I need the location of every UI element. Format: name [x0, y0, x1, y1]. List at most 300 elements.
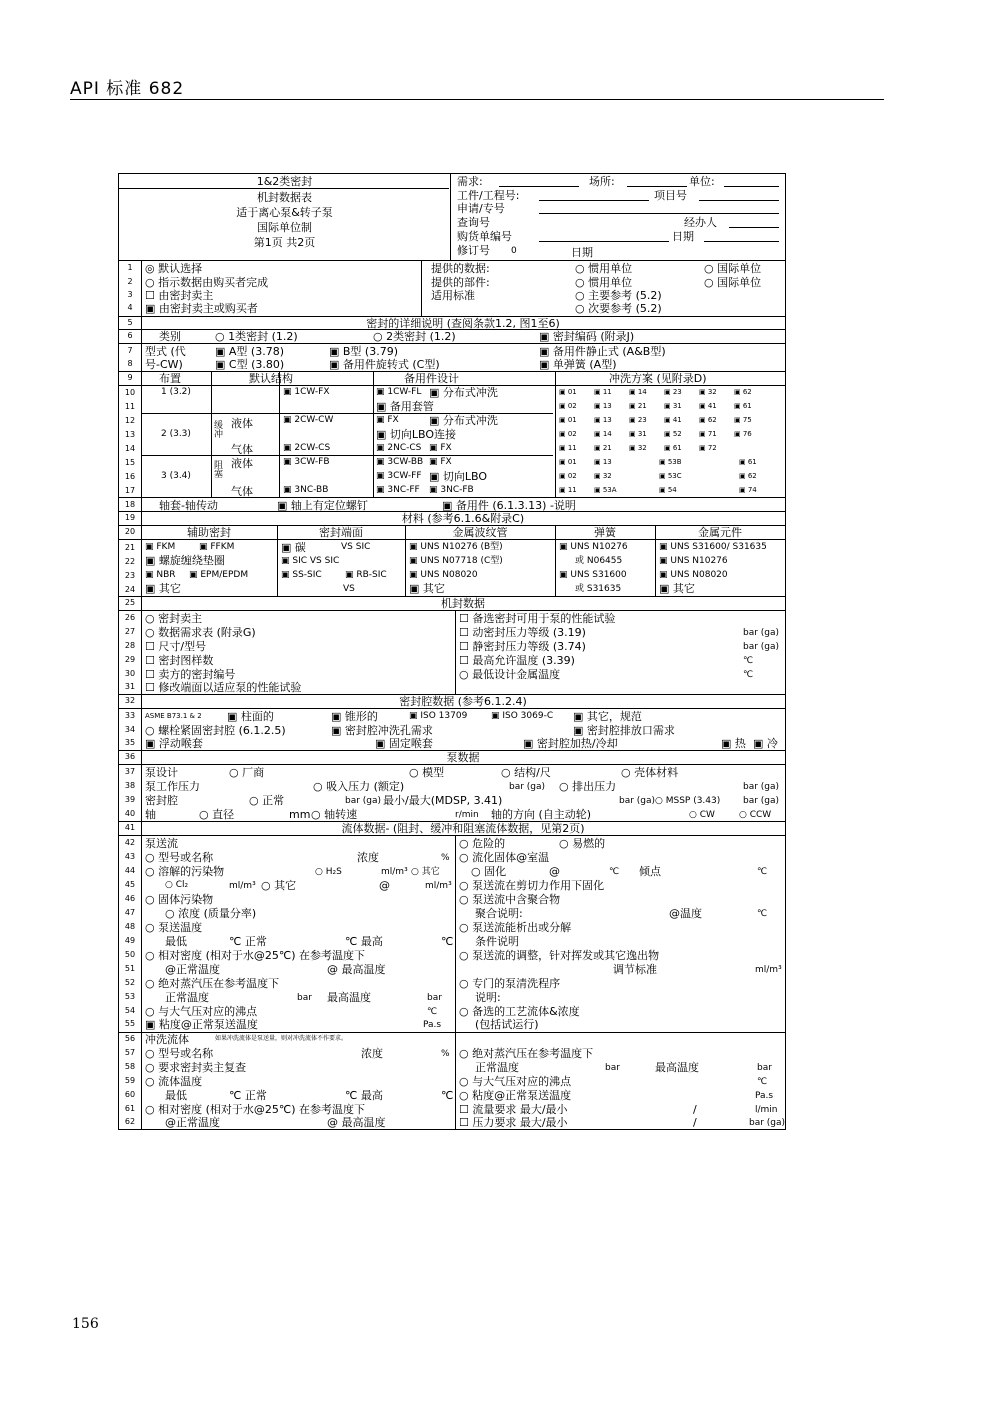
- unit-c-44b: ℃: [757, 867, 768, 877]
- asme-label: ASME B73.1 & 2: [145, 712, 202, 720]
- flush-temp-max: ℃ 最高: [345, 1089, 383, 1102]
- po-label: 购货单编号: [457, 230, 512, 243]
- at-max-temp: @ 最高温度: [327, 963, 386, 976]
- job-label: 工件/工程号:: [457, 189, 520, 202]
- opt-type-b[interactable]: ▣ B型 (3.79): [329, 346, 398, 357]
- polymer-desc: 聚合说明:: [475, 907, 523, 920]
- h2s[interactable]: ○ H₂S: [315, 868, 342, 877]
- structure-size[interactable]: ○ 结构/尺: [501, 767, 551, 778]
- unit-39a: bar (ga): [345, 796, 382, 806]
- opt-us-units[interactable]: ○ 惯用单位: [575, 263, 632, 274]
- flush-temp-min: 最低: [165, 1089, 187, 1102]
- flush-plan-61[interactable]: ▣ 61: [739, 459, 757, 466]
- hazardous[interactable]: ○ 危险的: [459, 838, 505, 849]
- apply-label: 申请/专号: [457, 202, 505, 215]
- flush-conc: 浓度: [361, 1047, 383, 1060]
- fixed-bushing[interactable]: ▣ 固定喉套: [375, 738, 433, 749]
- size-model[interactable]: ☐ 尺寸/型号: [145, 641, 206, 652]
- unit-bar-58: bar: [605, 1063, 620, 1073]
- flush-plan-71[interactable]: ▣ 71: [699, 431, 717, 438]
- row-number: 16: [124, 472, 136, 481]
- title-divider: [450, 174, 451, 260]
- opt-us-units-2[interactable]: ○ 惯用单位: [575, 277, 632, 288]
- flush-port[interactable]: ▣ 密封腔冲洗孔需求: [331, 725, 433, 736]
- opt-carbon[interactable]: ▣ 碳: [281, 542, 306, 553]
- unit-c-2: ℃: [743, 670, 754, 680]
- opt-1cw-fl[interactable]: ▣ 1CW-FL: [376, 388, 421, 397]
- opt-3cw-bb[interactable]: ▣ 3CW-BB: [376, 458, 423, 467]
- flush-plan-02[interactable]: ▣ 02: [559, 403, 577, 410]
- job-field[interactable]: [539, 200, 649, 201]
- flush-plan-14[interactable]: ▣ 14: [629, 389, 647, 396]
- opt-spring-n10276[interactable]: ▣ UNS N10276: [559, 543, 628, 552]
- boiling-point[interactable]: ○ 与大气压对应的沸点: [145, 1006, 257, 1017]
- dissolved-contaminants[interactable]: ○ 溶解的污染物: [145, 866, 224, 877]
- suction-pressure[interactable]: ○ 吸入压力 (额定): [313, 781, 404, 792]
- floating-bushing[interactable]: ▣ 浮动喉套: [145, 738, 203, 749]
- barrier-label: 阻塞: [214, 461, 224, 480]
- min-max-mdsp: 最小/最大(MDSP, 3.41): [383, 794, 503, 807]
- bolted-cavity[interactable]: ○ 螺栓紧固密封腔 (6.1.2.5): [145, 725, 286, 736]
- fluid-name[interactable]: ○ 型号或名称: [145, 852, 213, 863]
- shear-solidify[interactable]: ○ 泵送流在剪切力作用下固化: [459, 880, 604, 891]
- row-number: 9: [127, 373, 133, 382]
- unit-39c: bar (ga): [743, 796, 780, 806]
- flush-plan-41[interactable]: ▣ 41: [664, 417, 682, 424]
- row-number: 53: [124, 992, 136, 1001]
- mass-fraction[interactable]: ○ 浓度 (质量分率): [165, 908, 256, 919]
- row-number: 36: [124, 752, 136, 761]
- flush-plan-72[interactable]: ▣ 72: [699, 445, 717, 452]
- flush-plan-53A[interactable]: ▣ 53A: [594, 487, 617, 494]
- flush-plan-74[interactable]: ▣ 74: [739, 487, 757, 494]
- unit-bar-ga-1: bar (ga): [743, 628, 780, 638]
- model[interactable]: ○ 模型: [409, 767, 444, 778]
- vapor-pressure[interactable]: ○ 绝对蒸汽压在参考温度下: [145, 978, 279, 989]
- intro-row-3[interactable]: ☐ 由密封卖主: [145, 290, 213, 301]
- row-number: 4: [127, 303, 133, 312]
- opt-n08020[interactable]: ▣ UNS N08020: [409, 571, 478, 580]
- metal-parts-header: 金属元件: [698, 526, 742, 539]
- unit-field[interactable]: [724, 186, 779, 187]
- title-line-3: 适于离心泵&转子泵: [236, 206, 333, 219]
- opt-cylindrical[interactable]: ▣ 柱面的: [227, 711, 274, 722]
- row-number: 50: [124, 950, 136, 959]
- flush-temp-unit: ℃: [441, 1089, 454, 1102]
- row-number: 60: [124, 1090, 136, 1099]
- opt-ccw[interactable]: ○ CCW: [739, 811, 771, 820]
- opt-other-bellows[interactable]: ▣ 其它: [409, 583, 445, 594]
- opt-ffkm[interactable]: ▣ FFKM: [199, 543, 234, 552]
- flush-plan-62[interactable]: ▣ 62: [734, 389, 752, 396]
- opt-tapered[interactable]: ▣ 锥形的: [331, 711, 378, 722]
- seal-drawing[interactable]: ☐ 密封图样数: [145, 655, 213, 666]
- flush-plan-23[interactable]: ▣ 23: [664, 389, 682, 396]
- row-number: 27: [124, 627, 136, 636]
- flush-viscosity[interactable]: ○ 粘度@正常泵送温度: [459, 1090, 571, 1101]
- flush-plan-01[interactable]: ▣ 01: [559, 459, 577, 466]
- heating-cooling[interactable]: ▣ 密封腔加热/冷却: [523, 738, 618, 749]
- flush-plan-11[interactable]: ▣ 11: [559, 487, 577, 494]
- concentration: 浓度: [357, 851, 379, 864]
- opt-spare-desc[interactable]: ▣ 备用件 (6.1.3.13) -说明: [442, 500, 576, 511]
- opt-3nc-ff[interactable]: ▣ 3NC-FF: [376, 486, 420, 495]
- at-45: @: [379, 879, 390, 892]
- unit-c-59: ℃: [757, 1077, 768, 1087]
- opt-3cw-fb[interactable]: ▣ 3CW-FB: [283, 458, 330, 467]
- opt-metal-n10276[interactable]: ▣ UNS N10276: [659, 557, 728, 566]
- flush-plan-75[interactable]: ▣ 75: [734, 417, 752, 424]
- unit-lmin: l/min: [755, 1105, 778, 1115]
- flush-plan-23[interactable]: ▣ 23: [629, 417, 647, 424]
- flush-temp[interactable]: ○ 流体温度: [145, 1076, 202, 1087]
- row-number: 32: [124, 696, 136, 705]
- flush-plan-01[interactable]: ▣ 01: [559, 389, 577, 396]
- pressure-requirement[interactable]: ☐ 压力要求 最大/最小: [459, 1117, 568, 1128]
- flush-plan-52[interactable]: ▣ 52: [664, 431, 682, 438]
- normal[interactable]: ○ 正常: [249, 795, 284, 806]
- shaft-direction: 轴的方向 (自主动轮): [491, 808, 592, 821]
- unit-bar-53b: bar: [427, 993, 442, 1003]
- flush-plan-11[interactable]: ▣ 11: [594, 389, 612, 396]
- unit-38b: bar (ga): [743, 782, 780, 792]
- opt-iso-13709[interactable]: ▣ ISO 13709: [409, 712, 467, 721]
- opt-nbr[interactable]: ▣ NBR: [145, 571, 176, 580]
- alternate-seal-test[interactable]: ☐ 备选密封可用于泵的性能试验: [459, 613, 615, 624]
- data-requirement[interactable]: ○ 数据需求表 (附录G): [145, 627, 256, 638]
- data-provided: 提供的数据:: [431, 262, 490, 275]
- seal-vendor[interactable]: ○ 密封卖主: [145, 613, 202, 624]
- fluidized-solid[interactable]: ○ 流化固体@室温: [459, 852, 549, 863]
- row-number: 17: [124, 486, 136, 495]
- row-number: 29: [124, 655, 136, 664]
- pump-pressure: 泵工作压力: [145, 780, 200, 793]
- opt-tangential-lbo-2[interactable]: ▣ 切向LBO: [429, 471, 487, 482]
- temp-normal: ℃ 正常: [229, 935, 267, 948]
- drain-port[interactable]: ▣ 密封腔排放口需求: [573, 725, 675, 736]
- section-seal-detail: 密封的详细说明 (查阅条款1.2, 图1至6): [366, 317, 560, 330]
- opt-type-a[interactable]: ▣ A型 (3.78): [215, 346, 284, 357]
- type-label-2: 号-CW): [145, 358, 183, 371]
- row-number: 34: [124, 725, 136, 734]
- flush-plan-62[interactable]: ▣ 62: [699, 417, 717, 424]
- flush-plan-02[interactable]: ▣ 02: [559, 473, 577, 480]
- opt-n10276-b[interactable]: ▣ UNS N10276 (B型): [409, 543, 503, 552]
- other-45[interactable]: ○ 其它: [261, 880, 296, 891]
- site-field[interactable]: [627, 186, 687, 187]
- arrangement-header: 布置: [159, 372, 181, 385]
- opt-metal-s31600[interactable]: ▣ UNS S31600/ S31635: [659, 543, 767, 552]
- opt-other-aux[interactable]: ▣ 其它: [145, 583, 181, 594]
- pour-point: 倾点: [639, 865, 661, 878]
- arrangement-3: 3 (3.4): [161, 471, 191, 481]
- unit-bar-53: bar: [297, 993, 312, 1003]
- opt-fx-2[interactable]: ▣ FX: [429, 444, 452, 453]
- gas-label: 气体: [231, 443, 253, 456]
- rule: [555, 371, 556, 497]
- mssp[interactable]: ○ MSSP (3.43): [655, 797, 720, 806]
- flush-temp-normal: ℃ 正常: [229, 1089, 267, 1102]
- opt-metal-n08020[interactable]: ▣ UNS N08020: [659, 571, 728, 580]
- cleaning-procedure[interactable]: ○ 专门的泵清洗程序: [459, 978, 560, 989]
- row-number: 49: [124, 936, 136, 945]
- flush-plan-header: 冲洗方案 (见附录D): [609, 372, 707, 385]
- opt-category-2[interactable]: ○ 2类密封 (1.2): [373, 331, 456, 342]
- flush-plan-76[interactable]: ▣ 76: [734, 431, 752, 438]
- at-temp-47: @温度: [669, 907, 702, 920]
- opt-cool[interactable]: ▣ 冷: [753, 738, 778, 749]
- opt-cw[interactable]: ○ CW: [689, 811, 715, 820]
- slash-61: /: [693, 1103, 697, 1116]
- opt-fx-3[interactable]: ▣ FX: [429, 458, 452, 467]
- opt-2cw-cs[interactable]: ▣ 2CW-CS: [283, 444, 330, 453]
- diameter[interactable]: ○ 直径: [199, 809, 234, 820]
- opt-distributed-flush-2[interactable]: ▣ 分布式冲洗: [429, 415, 498, 426]
- unit-pct-57: %: [441, 1049, 450, 1059]
- row-number: 33: [124, 711, 136, 720]
- rule: [421, 260, 422, 316]
- flammable[interactable]: ○ 易燃的: [559, 838, 605, 849]
- alt-process-fluid[interactable]: ○ 备选的工艺流体&浓度: [459, 1006, 580, 1017]
- pumped-temp[interactable]: ○ 泵送温度: [145, 922, 202, 933]
- unit-bar-ga-2: bar (ga): [743, 642, 780, 652]
- opt-iso-3069[interactable]: ▣ ISO 3069-C: [491, 712, 553, 721]
- seal-face-header: 密封端面: [319, 526, 363, 539]
- item-field[interactable]: [699, 200, 779, 201]
- opt-fkm[interactable]: ▣ FKM: [145, 543, 175, 552]
- viscosity[interactable]: ▣ 粘度@正常泵送温度: [145, 1019, 258, 1030]
- fluid-adjust[interactable]: ○ 泵送流的调整，针对挥发或其它逸出物: [459, 950, 659, 961]
- liquid-label: 液体: [231, 417, 253, 430]
- shaft-speed[interactable]: ○ 轴转速: [311, 809, 357, 820]
- vendor-seal-number[interactable]: ☐ 卖方的密封编号: [145, 669, 235, 680]
- page-number: 156: [72, 1316, 99, 1332]
- opt-other-spec[interactable]: ▣ 其它，规范: [573, 711, 642, 722]
- seal-chamber: 密封腔: [145, 794, 178, 807]
- apply-field[interactable]: [539, 213, 779, 214]
- flush-boiling[interactable]: ○ 与大气压对应的沸点: [459, 1076, 571, 1087]
- flush-vapor-pressure[interactable]: ○ 绝对蒸汽压在参考温度下: [459, 1048, 593, 1059]
- flush-plan-61[interactable]: ▣ 61: [734, 403, 752, 410]
- rule: [555, 525, 556, 596]
- rule: [279, 371, 280, 497]
- row-number: 46: [124, 894, 136, 903]
- opt-spare-sleeve[interactable]: ▣ 备用套管: [376, 401, 434, 412]
- row-number: 38: [124, 781, 136, 790]
- casing-material[interactable]: ○ 壳体材料: [621, 767, 678, 778]
- flush-plan-41[interactable]: ▣ 41: [699, 403, 717, 410]
- title-line-2: 机封数据表: [257, 191, 312, 204]
- rule: [211, 371, 212, 497]
- date-label: 日期: [672, 230, 694, 243]
- row-number: 25: [124, 598, 136, 607]
- opt-distributed-flush[interactable]: ▣ 分布式冲洗: [429, 387, 498, 398]
- flush-plan-53C[interactable]: ▣ 53C: [659, 473, 682, 480]
- rule: [277, 525, 278, 596]
- flush-at-max: @ 最高温度: [327, 1116, 386, 1129]
- sleeve-drive-label: 轴套-轴传动: [159, 499, 218, 512]
- manufacturer[interactable]: ○ 厂商: [229, 767, 264, 778]
- row-number: 30: [124, 669, 136, 678]
- row-number: 54: [124, 1006, 136, 1015]
- flush-plan-11[interactable]: ▣ 11: [559, 445, 577, 452]
- unit-45b: ml/m³: [425, 881, 452, 891]
- condition-desc: 条件说明: [475, 935, 519, 948]
- modify-faces[interactable]: ☐ 修改端面以适应泵的性能试验: [145, 682, 301, 693]
- section-materials: 材料 (参考6.1.6&附录C): [401, 512, 525, 525]
- polymer[interactable]: ○ 泵送流中含聚合物: [459, 894, 560, 905]
- flush-plan-32[interactable]: ▣ 32: [629, 445, 647, 452]
- opt-seal-code[interactable]: ▣ 密封编码 (附录J): [539, 331, 634, 342]
- flush-density[interactable]: ○ 相对密度 (相对于水@25℃) 在参考温度下: [145, 1104, 365, 1115]
- po-field[interactable]: [539, 241, 669, 242]
- vp-normal-temp: 正常温度: [165, 991, 209, 1004]
- row-number: 41: [124, 823, 136, 832]
- row-number: 59: [124, 1076, 136, 1085]
- flush-plan-32[interactable]: ▣ 32: [699, 389, 717, 396]
- liquid-label-2: 液体: [231, 457, 253, 470]
- handler-field[interactable]: [729, 227, 779, 228]
- at-normal-temp: @正常温度: [165, 963, 220, 976]
- discharge-pressure[interactable]: ○ 排出压力: [559, 781, 616, 792]
- pump-design: 泵设计: [145, 766, 178, 779]
- category-label: 类别: [159, 330, 181, 343]
- rule: [119, 260, 785, 261]
- flow-requirement[interactable]: ☐ 流量要求 最大/最小: [459, 1104, 568, 1115]
- section-pump: 泵数据: [446, 751, 480, 764]
- spring-header: 弹簧: [594, 526, 616, 539]
- rule: [119, 764, 785, 765]
- opt-epdm[interactable]: ▣ EPM/EPDM: [189, 571, 248, 580]
- title-rule: [119, 188, 449, 189]
- cl2[interactable]: ○ Cl₂: [165, 881, 188, 890]
- row-number: 23: [124, 571, 136, 580]
- section-cavity: 密封腔数据 (参考6.1.2.4): [399, 695, 527, 708]
- flush-plan-21[interactable]: ▣ 21: [594, 445, 612, 452]
- opt-1cw-fx[interactable]: ▣ 1CW-FX: [283, 388, 330, 397]
- flush-plan-31[interactable]: ▣ 31: [664, 403, 682, 410]
- shaft: 轴: [145, 808, 156, 821]
- flush-plan-31[interactable]: ▣ 31: [629, 431, 647, 438]
- row-number: 20: [124, 527, 136, 536]
- opt-ss-sic[interactable]: ▣ SS-SIC: [281, 571, 322, 580]
- max-allow-temp[interactable]: ☐ 最高允许温度 (3.39): [459, 655, 575, 666]
- opt-3cw-ff[interactable]: ▣ 3CW-FF: [376, 472, 422, 481]
- flush-vp-max: 最高温度: [655, 1061, 699, 1074]
- opt-spring-s31600[interactable]: ▣ UNS S31600: [559, 571, 627, 580]
- opt-si-units-2[interactable]: ○ 国际单位: [704, 277, 761, 288]
- flush-plan-13[interactable]: ▣ 13: [594, 459, 612, 466]
- opt-category-1[interactable]: ○ 1类密封 (1.2): [215, 331, 298, 342]
- solidify[interactable]: ○ 固化: [471, 866, 506, 877]
- vs-sic-label: VS SIC: [341, 542, 371, 552]
- rule: [455, 835, 456, 1032]
- flush-plan-21[interactable]: ▣ 21: [629, 403, 647, 410]
- row-number: 3: [127, 290, 133, 299]
- flush-plan-62[interactable]: ▣ 62: [739, 473, 757, 480]
- req-field[interactable]: [499, 186, 579, 187]
- flush-plan-32[interactable]: ▣ 32: [594, 473, 612, 480]
- vendor-review[interactable]: ○ 要求密封卖主复查: [145, 1062, 246, 1073]
- opt-metal-other[interactable]: ▣ 其它: [659, 583, 695, 594]
- title-line-1: 1&2类密封: [256, 175, 313, 188]
- flush-plan-13[interactable]: ▣ 13: [594, 403, 612, 410]
- opt-fx[interactable]: ▣ FX: [376, 416, 399, 425]
- flush-plan-61[interactable]: ▣ 61: [664, 445, 682, 452]
- flush-plan-54[interactable]: ▣ 54: [659, 487, 677, 494]
- relative-density[interactable]: ○ 相对密度 (相对于水@25℃) 在参考温度下: [145, 950, 365, 961]
- spare-design-header: 备用件设计: [404, 372, 459, 385]
- opt-3nc-fb[interactable]: ▣ 3NC-FB: [429, 486, 474, 495]
- opt-sic-vs-sic[interactable]: ▣ SIC VS SIC: [281, 557, 339, 566]
- opt-rotating[interactable]: ▣ 备用件旋转式 (C型): [329, 359, 440, 370]
- section-seal-data: 机封数据: [441, 597, 485, 610]
- row-number: 57: [124, 1048, 136, 1057]
- row-number: 42: [124, 838, 136, 847]
- other-44[interactable]: ○ 其它: [411, 868, 440, 877]
- page-header: API 标准 682: [70, 79, 185, 99]
- static-pressure[interactable]: ☐ 静密封压力等级 (3.74): [459, 641, 586, 652]
- date-field[interactable]: [704, 241, 779, 242]
- opt-type-c[interactable]: ▣ C型 (3.80): [215, 359, 284, 370]
- opt-set-screw[interactable]: ▣ 轴上有定位螺钉: [277, 500, 368, 511]
- precipitate[interactable]: ○ 泵送流能析出或分解: [459, 922, 571, 933]
- rev-value: 0: [511, 246, 517, 256]
- flush-plan-02[interactable]: ▣ 02: [559, 431, 577, 438]
- spring-n06455: 或 N06455: [575, 556, 623, 566]
- opt-3nc-bb[interactable]: ▣ 3NC-BB: [283, 486, 328, 495]
- unit-pas: Pa.s: [423, 1020, 442, 1030]
- arrangement-1: 1 (3.2): [161, 387, 191, 397]
- opt-spiral-gasket[interactable]: ▣ 螺旋缠绕垫圈: [145, 555, 225, 566]
- opt-si-units[interactable]: ○ 国际单位: [704, 263, 761, 274]
- intro-row-4[interactable]: ▣ 由密封卖主或购买者: [145, 303, 258, 314]
- opt-single-spring[interactable]: ▣ 单弹簧 (A型): [539, 359, 617, 370]
- opt-stationary[interactable]: ▣ 备用件静止式 (A&B型): [539, 346, 666, 357]
- opt-tangential-lbo[interactable]: ▣ 切向LBO连接: [376, 429, 456, 440]
- row-number: 56: [124, 1034, 136, 1043]
- flush-plan-53B[interactable]: ▣ 53B: [659, 459, 682, 466]
- opt-secondary-ref[interactable]: ○ 次要参考 (5.2): [575, 303, 662, 314]
- opt-rb-sic[interactable]: ▣ RB-SIC: [345, 571, 387, 580]
- flush-plan-01[interactable]: ▣ 01: [559, 417, 577, 424]
- row-number: 8: [127, 359, 133, 368]
- opt-2cw-cw[interactable]: ▣ 2CW-CW: [283, 416, 333, 425]
- section-fluid: 流体数据- (阻封、缓冲和阻塞流体数据，见第2页): [341, 822, 585, 835]
- row-number: 12: [124, 416, 136, 425]
- row-number: 43: [124, 852, 136, 861]
- unit-45: ml/m³: [229, 881, 256, 891]
- opt-primary-ref[interactable]: ○ 主要参考 (5.2): [575, 290, 662, 301]
- bellows-header: 金属波纹管: [452, 526, 508, 539]
- flush-plan-14[interactable]: ▣ 14: [594, 431, 612, 438]
- opt-n07718-c[interactable]: ▣ UNS N07718 (C型): [409, 557, 503, 566]
- opt-2nc-cs[interactable]: ▣ 2NC-CS: [376, 444, 421, 453]
- unit-39b: bar (ga): [619, 796, 656, 806]
- solid-contaminants[interactable]: ○ 固体污染物: [145, 894, 213, 905]
- opt-heat[interactable]: ▣ 热: [721, 738, 746, 749]
- dynamic-pressure[interactable]: ☐ 动密封压力等级 (3.19): [459, 627, 586, 638]
- unit-38a: bar (ga): [509, 782, 546, 792]
- default-config-header: 默认结构: [249, 372, 293, 385]
- min-design-temp[interactable]: ○ 最低设计金属温度: [459, 669, 560, 680]
- rule: [119, 835, 785, 836]
- unit-rmin: r/min: [455, 810, 479, 820]
- intro-row-2[interactable]: ○ 指示数据由购买者完成: [145, 277, 268, 288]
- flush-name[interactable]: ○ 型号或名称: [145, 1048, 213, 1059]
- flush-plan-13[interactable]: ▣ 13: [594, 417, 612, 424]
- row-number: 58: [124, 1062, 136, 1071]
